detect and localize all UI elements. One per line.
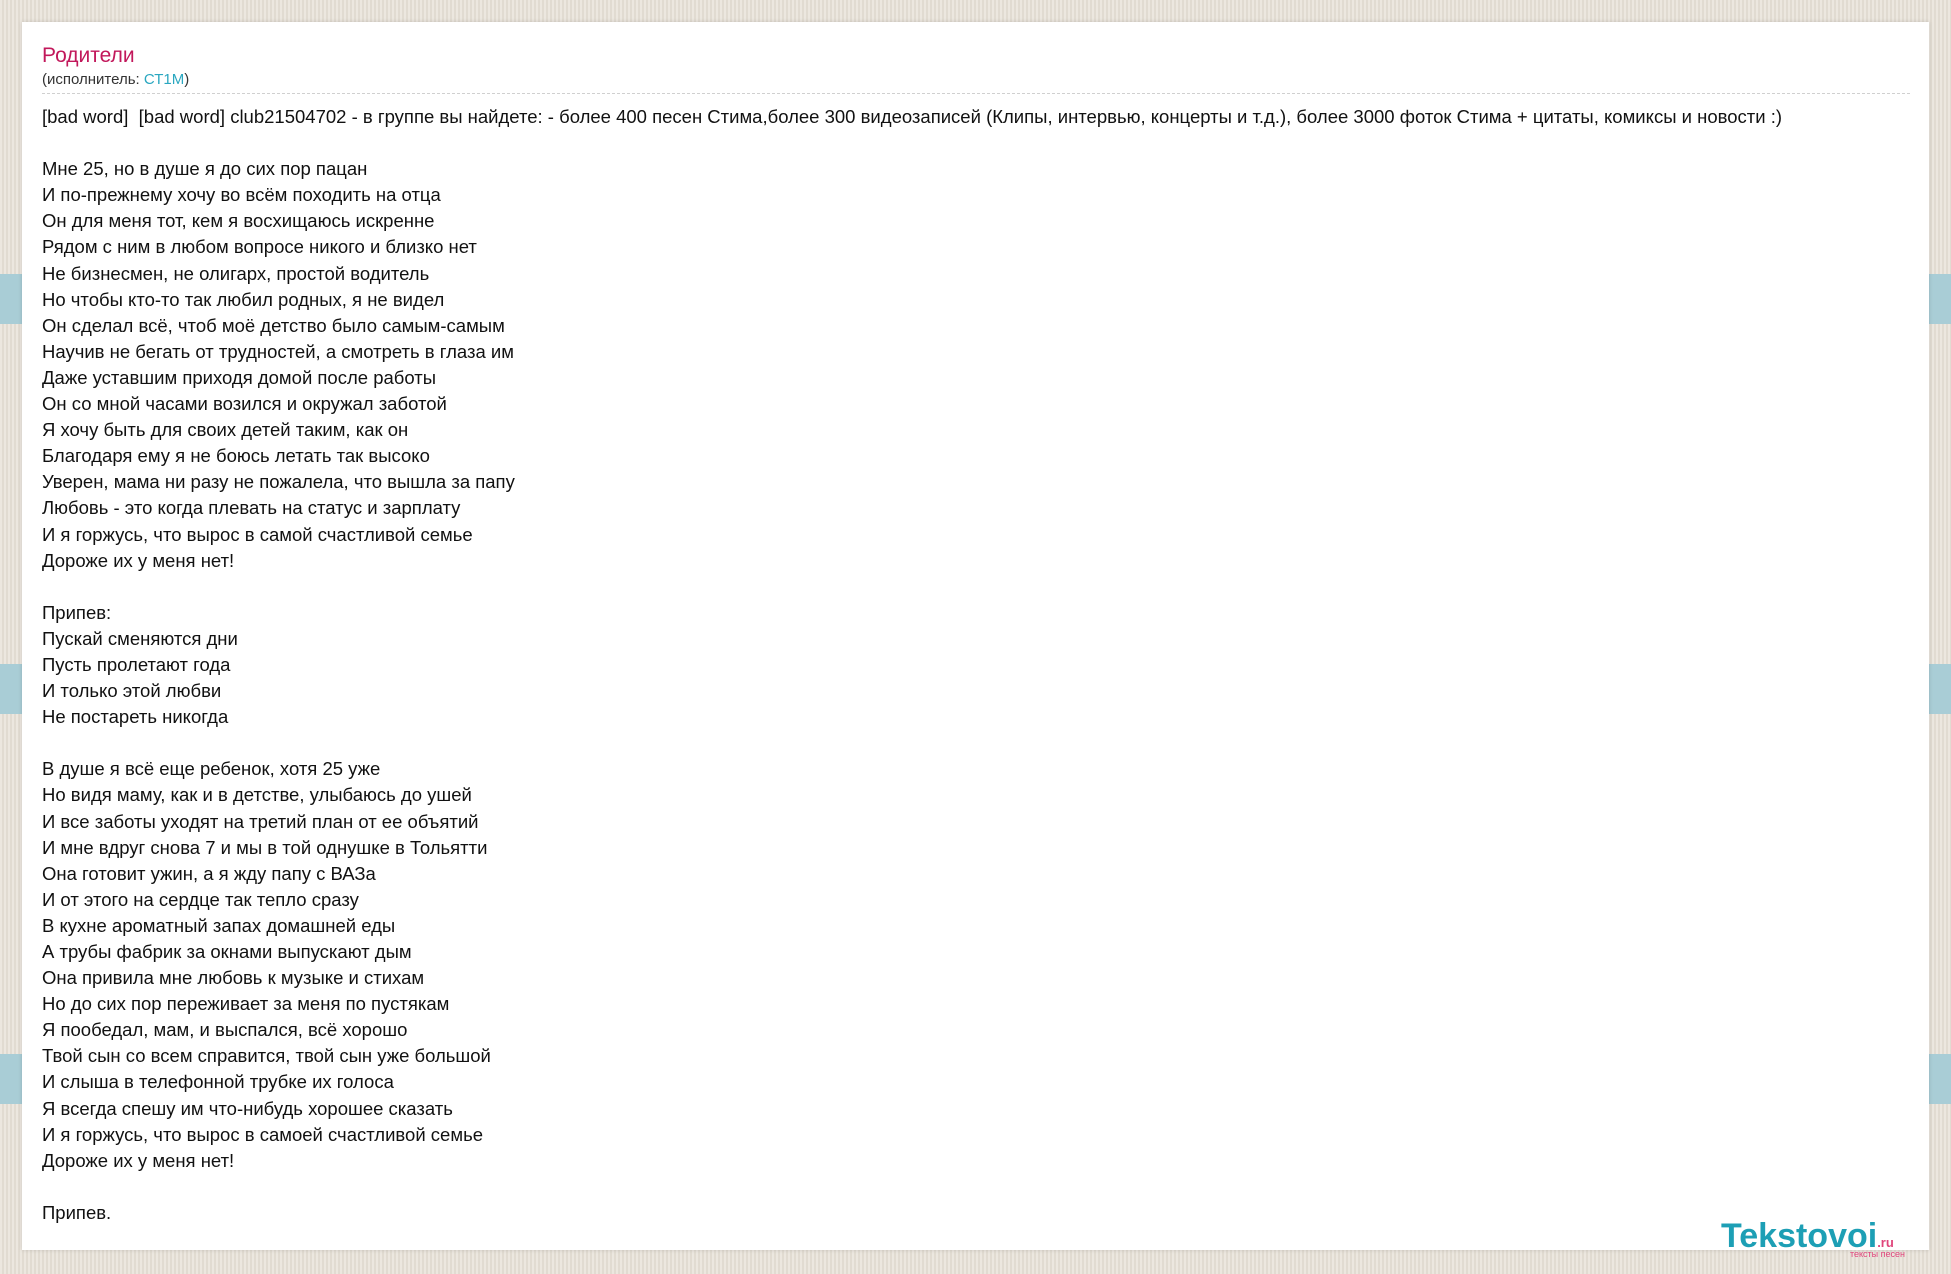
lyrics-blank-line xyxy=(42,574,1922,600)
song-title: Родители xyxy=(42,44,135,67)
performer-line xyxy=(42,71,189,89)
lyrics-line: Уверен, мама ни разу не пожалела, что вышла за папу xyxy=(42,471,515,493)
lyrics-line: Не постареть никогда xyxy=(42,706,229,728)
lyrics-line: В кухне ароматный запах домашней еды xyxy=(42,914,396,936)
lyrics-line: Он со мной часами возился и окружал заботой xyxy=(42,393,447,415)
logo-name: Tekstovoi xyxy=(1721,1217,1878,1255)
lyrics-line: Но до сих пор переживает за меня по пустякам xyxy=(42,993,450,1015)
lyrics-line: [bad word] [bad word] club21504702 - в группе вы найдете: - более 400 песен Стима,более 300 видеозаписей (Клипы, интервью, концерты и т.д.), более 3000 фоток Стима + цитаты, комиксы и новости :) xyxy=(42,106,1783,127)
lyrics-line: И я горжусь, что вырос в самоей счастливой семье xyxy=(42,1123,483,1145)
lyrics-line: Даже уставшим приходя домой после работы xyxy=(42,366,437,388)
lyrics-line: Припев. xyxy=(42,1201,112,1223)
site-logo[interactable] xyxy=(1721,1217,1911,1257)
lyrics-blank-line xyxy=(42,730,1922,756)
lyrics-line: Не бизнесмен, не олигарх, простой водитель xyxy=(42,262,430,284)
performer-prefix: (исполнитель: xyxy=(42,71,144,88)
lyrics-line: Я пообедал, мам, и выспался, всё хорошо xyxy=(42,1019,408,1041)
lyrics-line: Научив не бегать от трудностей, а смотреть в глаза им xyxy=(42,340,514,362)
lyrics-line: Припев: xyxy=(42,601,112,623)
lyrics-line: И слыша в телефонной трубке их голоса xyxy=(42,1071,394,1093)
lyrics-line: Благодаря ему я не боюсь летать так высоко xyxy=(42,445,430,467)
lyrics-line: Пускай сменяются дни xyxy=(42,627,238,649)
lyrics-line: И мне вдруг снова 7 и мы в той однушке в Тольятти xyxy=(42,836,488,858)
lyrics-line: И все заботы уходят на третий план от ее объятий xyxy=(42,810,479,832)
lyrics-line: Дороже их у меня нет! xyxy=(42,1149,235,1171)
lyrics-line: Я всегда спешу им что-нибудь хорошее сказать xyxy=(42,1097,453,1119)
lyrics-line: И по-прежнему хочу во всём походить на отца xyxy=(42,184,441,206)
lyrics-line: Я хочу быть для своих детей таким, как он xyxy=(42,419,409,441)
lyrics-line: Любовь - это когда плевать на статус и зарплату xyxy=(42,497,461,519)
lyrics-blank-line xyxy=(42,1174,1922,1200)
lyrics-line: Твой сын со всем справится, твой сын уже большой xyxy=(42,1045,491,1067)
lyrics-line: Он сделал всё, чтоб моё детство было самым-самым xyxy=(42,314,505,336)
lyrics-line: В душе я всё еще ребенок, хотя 25 уже xyxy=(42,758,381,780)
lyrics-line: Она готовит ужин, а я жду папу с ВАЗа xyxy=(42,862,376,884)
lyrics-blank-line xyxy=(42,130,1922,156)
lyrics-line: Рядом с ним в любом вопросе никого и близко нет xyxy=(42,236,477,258)
lyrics-line: Но чтобы кто-то так любил родных, я не видел xyxy=(42,288,445,310)
lyrics-line: Она привила мне любовь к музыке и стихам xyxy=(42,967,425,989)
divider xyxy=(42,93,1910,94)
lyrics-line: И только этой любви xyxy=(42,680,222,702)
lyrics-card xyxy=(22,22,1929,1259)
lyrics-line: А трубы фабрик за окнами выпускают дым xyxy=(42,941,412,962)
lyrics-line: Он для меня тот, кем я восхищаюсь искренне xyxy=(42,210,435,232)
lyrics-line: И я горжусь, что вырос в самой счастливой семье xyxy=(42,523,473,545)
logo-tagline: тексты песен xyxy=(1849,1249,1905,1259)
lyrics-line: И от этого на сердце так тепло сразу xyxy=(42,888,359,910)
lyrics-line: Пусть пролетают года xyxy=(42,653,231,675)
lyrics-line: Мне 25, но в душе я до сих пор пацан xyxy=(42,158,368,180)
artist-link[interactable]: СТ1М xyxy=(143,71,185,88)
lyrics-line: Дороже их у меня нет! xyxy=(42,549,235,571)
lyrics-text xyxy=(42,104,1922,1226)
logo-domain: .ru xyxy=(1877,1235,1894,1250)
lyrics-line: Но видя маму, как и в детстве, улыбаюсь до ушей xyxy=(42,784,472,806)
performer-suffix: ) xyxy=(184,71,190,88)
